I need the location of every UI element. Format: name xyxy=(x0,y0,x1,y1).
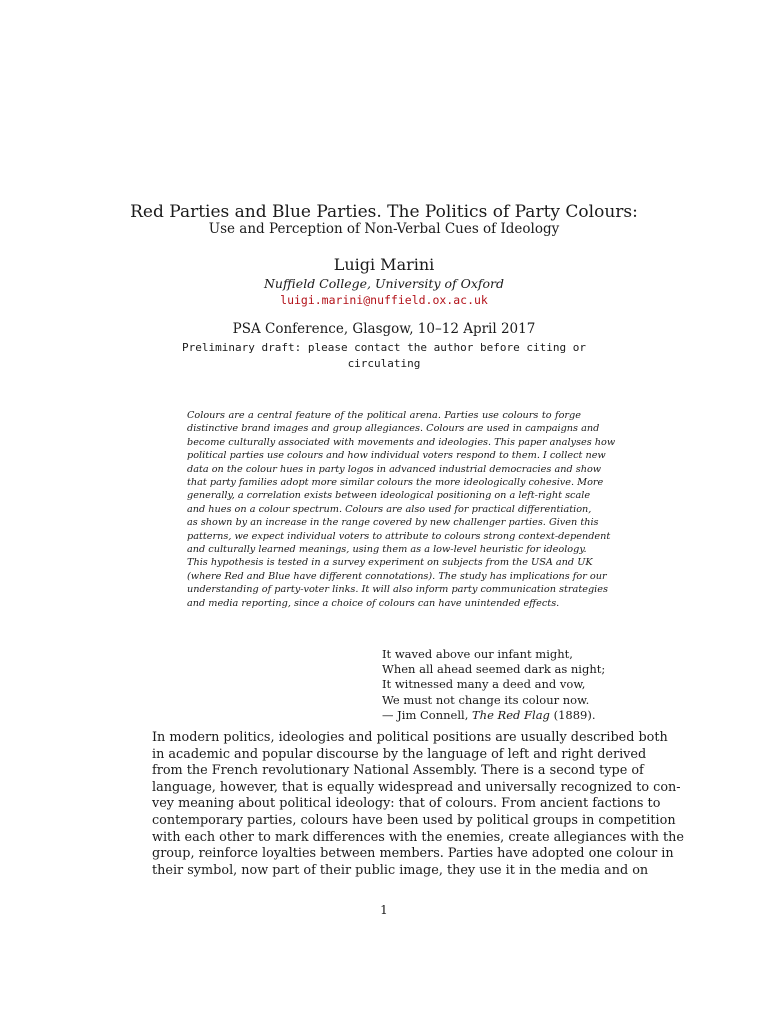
abstract-line: that party families adopt more similar colours the more ideologically cohesive. More xyxy=(187,477,604,489)
body-line: language, however, that is equally widespread and universally recognized to con- xyxy=(152,779,681,795)
draft-note-line-2: circulating xyxy=(347,357,421,370)
epigraph-line: When all ahead seemed dark as night; xyxy=(382,662,606,677)
epigraph xyxy=(382,647,622,723)
abstract-line: Colours are a central feature of the political arena. Parties use colours to forge xyxy=(187,410,581,421)
abstract-line: as shown by an increase in the range covered by new challenger parties. Given this xyxy=(187,517,599,529)
body-line: group, reinforce loyalties between members. Parties have adopted one colour in xyxy=(152,846,674,862)
epigraph-line: It waved above our infant might, xyxy=(382,647,573,661)
body-text xyxy=(152,730,684,879)
body-line: contemporary parties, colours have been used by political groups in competition xyxy=(152,812,676,828)
abstract xyxy=(187,409,616,610)
abstract-line: data on the colour hues in party logos in advanced industrial democracies and show xyxy=(187,463,602,475)
epigraph-line: We must not change its colour now. xyxy=(382,692,590,707)
body-line: In modern politics, ideologies and political positions are usually described both xyxy=(152,730,668,745)
abstract-line: understanding of party-voter links. It will also inform party communication strategies xyxy=(187,584,608,596)
body-line: with each other to mark differences with the enemies, create allegiances with the xyxy=(152,829,684,845)
attribution-work: The Red Flag xyxy=(472,707,550,722)
paper-title: Red Parties and Blue Parties. The Politics of Party Colours: xyxy=(130,202,638,222)
abstract-line: become culturally associated with movements and ideologies. This paper analyses how xyxy=(187,436,616,448)
body-line: their symbol, now part of their public image, they use it in the media and on xyxy=(152,862,649,878)
attribution-author: — Jim Connell, xyxy=(382,707,473,722)
draft-note-line-1: Preliminary draft: please contact the author before citing or xyxy=(182,341,586,354)
attribution-year: (1889). xyxy=(549,707,596,722)
author-email-link[interactable]: luigi.marini@nuffield.ox.ac.uk xyxy=(280,293,488,307)
page-number: 1 xyxy=(380,903,388,917)
abstract-line: patterns, we expect individual voters to attribute to colours strong context-dependent xyxy=(187,530,611,542)
paper-subtitle: Use and Perception of Non-Verbal Cues of Ideology xyxy=(208,221,560,237)
conference-line: PSA Conference, Glasgow, 10–12 April 2017 xyxy=(232,321,536,337)
epigraph-line: It witnessed many a deed and vow, xyxy=(382,677,586,692)
body-line: in academic and popular discourse by the language of left and right derived xyxy=(152,746,647,762)
abstract-line: (where Red and Blue have different connotations). The study has implications for our xyxy=(187,570,607,582)
abstract-line: and media reporting, since a choice of colours can have unintended effects. xyxy=(187,597,560,609)
epigraph-attribution xyxy=(382,708,622,723)
abstract-line: and culturally learned meanings, using them as a low-level heuristic for ideology. xyxy=(187,544,587,556)
author-name: Luigi Marini xyxy=(333,255,435,274)
abstract-line: This hypothesis is tested in a survey experiment on subjects from the USA and UK xyxy=(187,557,593,569)
author-affiliation: Nuffield College, University of Oxford xyxy=(263,276,505,291)
abstract-line: generally, a correlation exists between ideological positioning on a left-right scale xyxy=(187,490,591,502)
body-line: vey meaning about political ideology: that of colours. From ancient factions to xyxy=(152,796,661,812)
abstract-line: distinctive brand images and group allegiances. Colours are used in campaigns and xyxy=(187,423,600,435)
body-line: from the French revolutionary National Assembly. There is a second type of xyxy=(152,763,644,779)
abstract-line: political parties use colours and how individual voters respond to them. I collect new xyxy=(187,450,606,462)
abstract-line: and hues on a colour spectrum. Colours are also used for practical differentiation, xyxy=(187,503,592,515)
